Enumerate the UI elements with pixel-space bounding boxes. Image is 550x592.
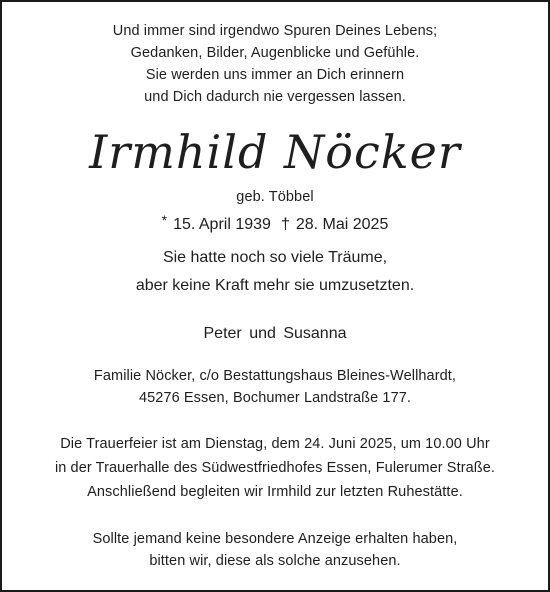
birth-name: geb. Többel	[236, 189, 314, 205]
poem-line-1: Und immer sind irgendwo Spuren Deines Lebens;	[112, 23, 438, 39]
closing-line-2: bitten wir, diese als solche anzusehen.	[149, 553, 401, 569]
quote-line-1: Sie hatte noch so viele Träume,	[162, 249, 388, 266]
quote-line-2: aber keine Kraft mehr sie umzusetzten.	[135, 277, 415, 294]
address-line-2: 45276 Essen, Bochumer Landstraße 177.	[138, 390, 412, 406]
poem-line-2: Gedanken, Bilder, Augenblicke und Gefühle.	[130, 45, 420, 61]
birth-date: 15. April 1939	[173, 216, 271, 233]
ceremony-line-1: Die Trauerfeier ist am Dienstag, dem 24. Juni 2025, um 10.00 Uhr	[60, 436, 490, 452]
address-line-1: Familie Nöcker, c/o Bestattungshaus Bleines-Wellhardt,	[93, 368, 457, 384]
closing-line-1: Sollte jemand keine besondere Anzeige erhalten haben,	[92, 531, 458, 547]
mourners: Peter und Susanna	[203, 325, 347, 342]
life-dates	[2, 214, 548, 235]
poem-line-4: und Dich dadurch nie vergessen lassen.	[144, 89, 406, 105]
deceased-name: Irmhild Nöcker	[89, 125, 461, 179]
death-date: 28. Mai 2025	[295, 216, 389, 233]
ceremony-line-3: Anschließend begleiten wir Irmhild zur letzten Ruhestätte.	[87, 484, 463, 500]
birth-symbol: *	[161, 212, 168, 228]
ceremony-line-2: in der Trauerhalle des Südwestfriedhofes Essen, Fulerumer Straße.	[54, 460, 496, 476]
poem-line-3: Sie werden uns immer an Dich erinnern	[145, 67, 405, 83]
cross-icon: †	[280, 216, 290, 233]
